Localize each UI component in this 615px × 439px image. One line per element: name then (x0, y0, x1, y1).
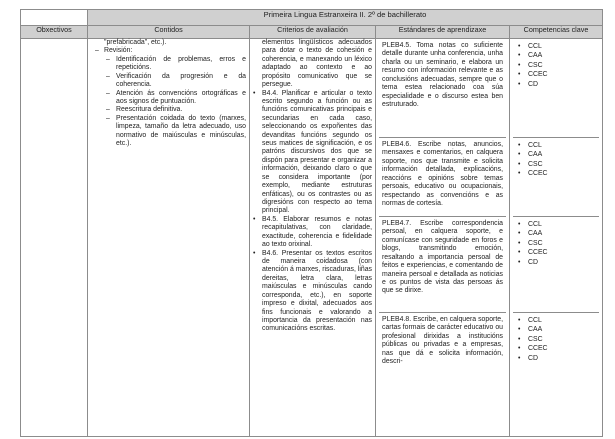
title-blank-cell (21, 10, 88, 26)
contidos-lead: "prefabricada", etc.). (104, 39, 167, 46)
header-obxectivos: Obxectivos (21, 26, 88, 39)
contidos-cell (88, 39, 250, 437)
competencia-item: • CCL (518, 42, 596, 51)
competencia-item: • CAA (518, 150, 596, 159)
criterio-continued: elementos lingüísticos adecuados para dotar o texto de cohesión e coherencia, e manexando un léxico adaptado ao contexto e ao propósito comunicativo que se persegue. (262, 39, 372, 89)
contidos-item: – Identificación de problemas, erros e repeticións. (106, 56, 246, 73)
competencia-item: • CCL (518, 141, 596, 150)
competencia-item: • CAA (518, 229, 596, 238)
contidos-list (91, 56, 246, 149)
competencia-item: • CD (518, 354, 596, 363)
competencias-block (513, 313, 599, 436)
contidos-revision: – Revisión: (91, 47, 246, 55)
competencia-item: • CCEC (518, 248, 596, 257)
estandar-block: PLEB4.7. Escribe correspondencia persoal, en calquera soporte, e comunícase con seguridade en foros e blogs, transmitindo emoción, resaltando a importancia persoal de feitos e experiencias, e comentando de maneira persoal e detallada as noticias e os puntos de vista das persoas ás que se dirixe. (379, 217, 506, 313)
table-title: Primeira Lingua Estranxeira II. 2º de bachillerato (88, 10, 603, 26)
competencia-item: • CAA (518, 51, 596, 60)
competencias-block (513, 138, 599, 217)
curriculum-table (20, 9, 603, 437)
criterio-item: • B4.4. Planificar e articular o texto escrito segundo a función ou as funcións comunicativas principais e secundarias en cada caso, seleccionando os expoñentes das devanditas funcións segundo os seus matices de significación, e os patróns discursivos dos que se dispón para presentar e organizar a información, deixando claro o que se considera importante (por exemplo, mediante estruturas enfáticas), ou os contrastes ou as digresións con respecto ao tema principal. (253, 90, 372, 216)
competencia-item: • CCEC (518, 169, 596, 178)
competencia-item: • CAA (518, 325, 596, 334)
header-criterios: Criterios de avaliación (250, 26, 376, 39)
contidos-item: – Presentación coidada do texto (marxes, limpeza, tamaño da letra adecuado, uso normativo de maiúsculas e minúsculas, etc.). (106, 115, 246, 149)
competencia-item: • CSC (518, 335, 596, 344)
title-row (21, 10, 603, 26)
competencia-item: • CD (518, 258, 596, 267)
competencia-item: • CCL (518, 220, 596, 229)
competencia-item: • CD (518, 80, 596, 89)
contidos-item: – Verificación da progresión e da coherencia. (106, 73, 246, 90)
competencia-item: • CCEC (518, 344, 596, 353)
competencia-item: • CSC (518, 61, 596, 70)
competencias-cell (510, 39, 603, 437)
criterio-item: • B4.6. Presentar os textos escritos de maneira coidadosa (con atención á marxes, riscaduras, liñas dereitas, letra clara, letras maiúsculas e minúsculas cando corresponda, etc.), en soporte impreso e dixital, adecuados aos fins funcionais e valorando a importancia da presentación nas comunicacións escritas. (253, 250, 372, 334)
obxectivos-cell (21, 39, 88, 437)
body-row (21, 39, 603, 437)
header-contidos: Contidos (88, 26, 250, 39)
competencias-block (513, 39, 599, 138)
contidos-item: – Reescritura definitiva. (106, 106, 246, 114)
criterios-cell (250, 39, 376, 437)
competencia-item: • CCEC (518, 70, 596, 79)
competencia-item: • CCL (518, 316, 596, 325)
header-competencias: Competencias clave (510, 26, 603, 39)
competencia-item: • CSC (518, 239, 596, 248)
criterio-item: • B4.5. Elaborar resumos e notas recapitulativas, con claridade, exactitude, coherencia e fidelidade ao texto orixinal. (253, 216, 372, 250)
header-estandares: Estándares de aprendizaxe (376, 26, 510, 39)
criterios-list (253, 39, 372, 334)
header-row (21, 26, 603, 39)
contidos-item: – Atención ás convencións ortográficas e aos signos de puntuación. (106, 90, 246, 107)
estandar-block: PLEB4.8. Escribe, en calquera soporte, cartas formais de carácter educativo ou profesional dirixidas a institucións públicas ou privadas e a empresas, nas que dá e solicita información, descri- (382, 316, 503, 366)
estandar-block: PLEB4.5. Toma notas co suficiente detalle durante unha conferencia, unha charla ou un seminario, e elabora un resumo con información relevante e as conclusións adecuadas, sempre que o tema estea relacionado coa súa especialidade e o discurso estea ben estruturado. (379, 39, 506, 138)
estandares-cell (376, 39, 510, 437)
estandar-block: PLEB4.6. Escribe notas, anuncios, mensaxes e comentarios, en calquera soporte, nos que transmite e solicita información detallada, explicacións, reaccións e opinións sobre temas persoais, educativo ou ocupacionais, respectando as convencións e as normas de cortesía. (379, 138, 506, 217)
competencia-item: • CSC (518, 160, 596, 169)
competencias-block (513, 217, 599, 313)
